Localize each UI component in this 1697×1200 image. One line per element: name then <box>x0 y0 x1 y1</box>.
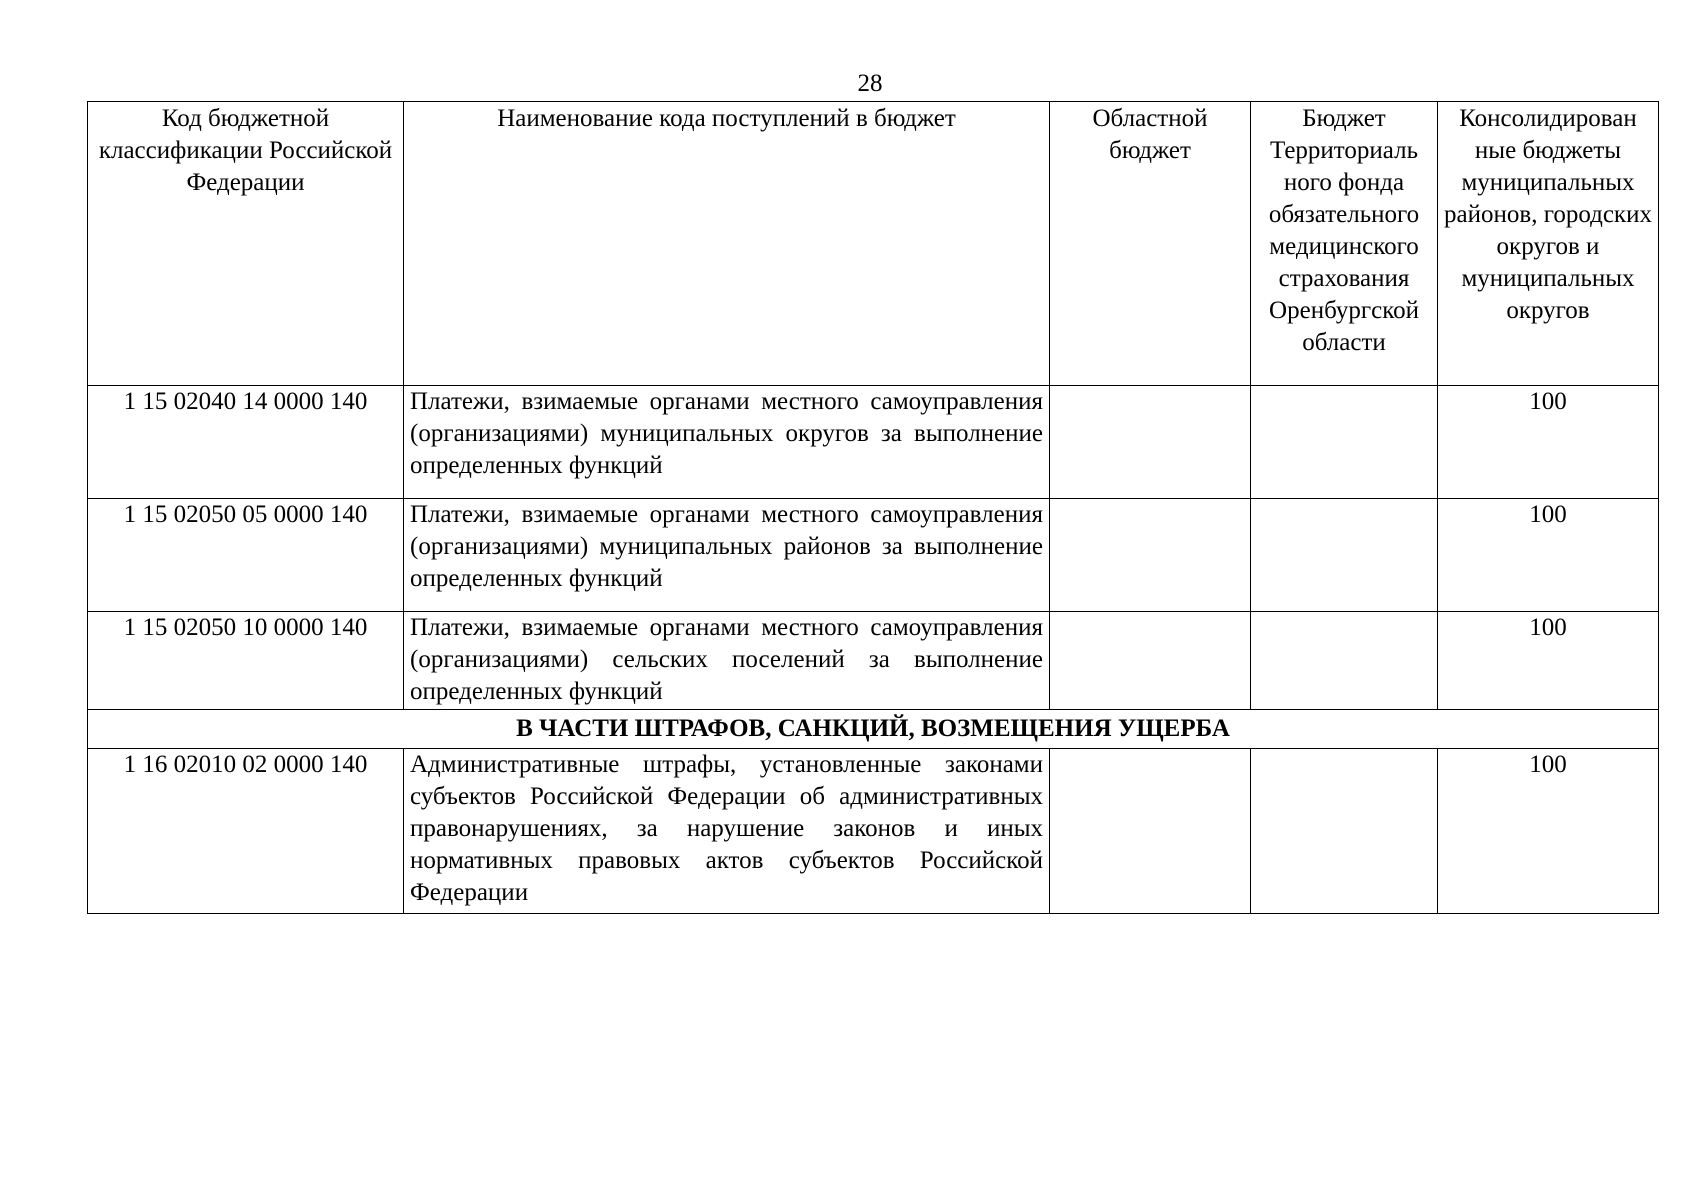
header-consolidated-budgets: Консолидирован ные бюджеты муниципальных районов, городских округов и муниципальных округов <box>1438 102 1659 386</box>
header-code: Код бюджетной классификации Российской Федерации <box>88 102 404 386</box>
consolidated-cell: 100 <box>1438 749 1659 914</box>
code-cell: 1 15 02040 14 0000 140 <box>88 386 404 499</box>
table-header-row <box>88 102 1659 386</box>
name-cell: Платежи, взимаемые органами местного самоуправления (организациями) сельских поселений за выполнение определенных функций <box>404 612 1050 710</box>
consolidated-cell: 100 <box>1438 386 1659 499</box>
regional-cell <box>1050 749 1251 914</box>
regional-cell <box>1050 612 1251 710</box>
section-title: В ЧАСТИ ШТРАФОВ, САНКЦИЙ, ВОЗМЕЩЕНИЯ УЩЕРБА <box>88 710 1659 749</box>
consolidated-cell: 100 <box>1438 612 1659 710</box>
code-cell: 1 15 02050 10 0000 140 <box>88 612 404 710</box>
table-row <box>88 499 1659 612</box>
consolidated-cell: 100 <box>1438 499 1659 612</box>
code-cell: 1 15 02050 05 0000 140 <box>88 499 404 612</box>
regional-cell <box>1050 499 1251 612</box>
tfoms-cell <box>1251 386 1438 499</box>
page-number: 28 <box>857 70 883 97</box>
regional-cell <box>1050 386 1251 499</box>
name-cell: Платежи, взимаемые органами местного самоуправления (организациями) муниципальных округов за выполнение определенных функций <box>404 386 1050 499</box>
header-tfoms-budget: Бюджет Территориаль ного фонда обязательного медицинского страхования Оренбургской области <box>1251 102 1438 386</box>
header-name: Наименование кода поступлений в бюджет <box>404 102 1050 386</box>
name-cell: Платежи, взимаемые органами местного самоуправления (организациями) муниципальных районов за выполнение определенных функций <box>404 499 1050 612</box>
header-regional-budget: Областной бюджет <box>1050 102 1251 386</box>
tfoms-cell <box>1251 499 1438 612</box>
section-header-row <box>88 710 1659 749</box>
tfoms-cell <box>1251 749 1438 914</box>
code-cell: 1 16 02010 02 0000 140 <box>88 749 404 914</box>
table-row <box>88 749 1659 914</box>
table-row <box>88 386 1659 499</box>
name-cell: Административные штрафы, установленные законами субъектов Российской Федерации об административных правонарушениях, за нарушение законов и иных нормативных правовых актов субъектов Российской Федерации <box>404 749 1050 914</box>
table-row <box>88 612 1659 710</box>
tfoms-cell <box>1251 612 1438 710</box>
budget-table <box>87 101 1659 914</box>
